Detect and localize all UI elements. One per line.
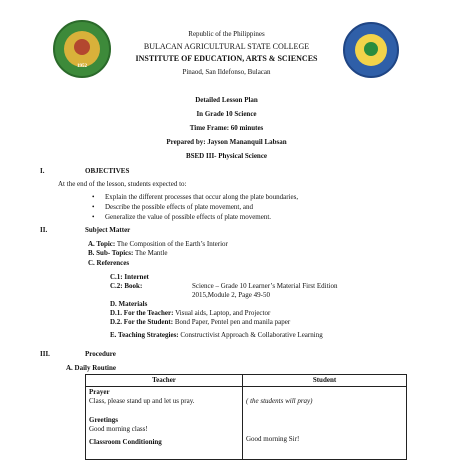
- strategies-label: E. Teaching Strategies:: [110, 331, 179, 339]
- procedure-number: III.: [40, 350, 50, 358]
- materials-student-line: [110, 318, 290, 327]
- objective-bullet: •: [92, 193, 95, 201]
- title-prepared-by: Prepared by: Jayson Mananquil Labsan: [166, 138, 287, 146]
- student-column-header: Student: [243, 375, 407, 387]
- references-label: C. References: [88, 259, 130, 267]
- topic-label: A. Topic:: [88, 240, 116, 248]
- procedure-heading: Procedure: [85, 350, 116, 358]
- subtopic-label: B. Sub- Topics:: [88, 249, 134, 257]
- objective-bullet: •: [92, 203, 95, 211]
- teacher-cell: [86, 387, 243, 460]
- subtopic-line: [88, 249, 167, 258]
- greetings-teacher-text: Good morning class!: [89, 425, 148, 433]
- materials-teacher-label: D.1. For the Teacher:: [110, 309, 174, 317]
- materials-student-label: D.2. For the Student:: [110, 318, 174, 326]
- objective-bullet: •: [92, 213, 95, 221]
- greetings-student-text: Good morning Sir!: [246, 435, 300, 443]
- subject-number: II.: [40, 226, 48, 234]
- greetings-heading: Greetings: [89, 416, 119, 424]
- table-header-row: [86, 375, 407, 387]
- daily-routine-table: [85, 374, 407, 460]
- student-cell: [243, 387, 407, 460]
- table-row: [86, 387, 407, 460]
- topic-value: The Composition of the Earth’s Interior: [116, 240, 228, 248]
- subject-heading: Subject Matter: [85, 226, 131, 234]
- materials-teacher-line: [110, 309, 270, 318]
- header-address: Pinaod, San Ildefonso, Bulacan: [182, 68, 271, 76]
- ref-book-line2: 2015,Module 2, Page 49-50: [192, 291, 270, 299]
- ref-internet: C.1: Internet: [110, 273, 149, 281]
- classroom-conditioning-heading: Classroom Conditioning: [89, 438, 162, 446]
- materials-label: D. Materials: [110, 300, 148, 308]
- title-time-frame: Time Frame: 60 minutes: [189, 124, 264, 132]
- topic-line: [88, 240, 228, 249]
- college-seal-year: 1952: [77, 64, 87, 69]
- teacher-column-header: Teacher: [86, 375, 243, 387]
- header-republic: Republic of the Philippines: [188, 30, 265, 38]
- objectives-number: I.: [40, 167, 45, 175]
- materials-teacher-value: Visual aids, Laptop, and Projector: [175, 309, 271, 317]
- strategies-line: [110, 331, 323, 340]
- materials-student-value: Bond Paper, Pentel pen and manila paper: [174, 318, 291, 326]
- title-lesson-plan: Detailed Lesson Plan: [195, 96, 258, 104]
- ref-book-line1: Science – Grade 10 Learner’s Material First Edition: [192, 282, 338, 290]
- title-grade: In Grade 10 Science: [196, 110, 257, 118]
- title-course: BSED III- Physical Science: [185, 152, 268, 160]
- objective-item: Generalize the value of possible effects of plate movement.: [105, 213, 272, 221]
- prayer-student-text: ( the students will pray): [246, 397, 313, 405]
- objectives-intro: At the end of the lesson, students expected to:: [58, 180, 187, 188]
- prayer-heading: Prayer: [89, 388, 110, 396]
- daily-routine-label: A. Daily Routine: [66, 364, 116, 372]
- objectives-heading: OBJECTIVES: [85, 167, 130, 175]
- objective-item: Describe the possible effects of plate movement, and: [105, 203, 253, 211]
- subtopic-value: The Mantle: [134, 249, 168, 257]
- strategies-value: Constructivist Approach & Collaborative Learning: [180, 331, 323, 339]
- prayer-teacher-text: Class, please stand up and let us pray.: [89, 397, 195, 405]
- objective-item: Explain the different processes that occur along the plate boundaries,: [105, 193, 299, 201]
- ref-book-label: C.2: Book:: [110, 282, 143, 290]
- header-college: BULACAN AGRICULTURAL STATE COLLEGE: [143, 42, 310, 51]
- header-institute: INSTITUTE OF EDUCATION, ARTS & SCIENCES: [135, 54, 318, 63]
